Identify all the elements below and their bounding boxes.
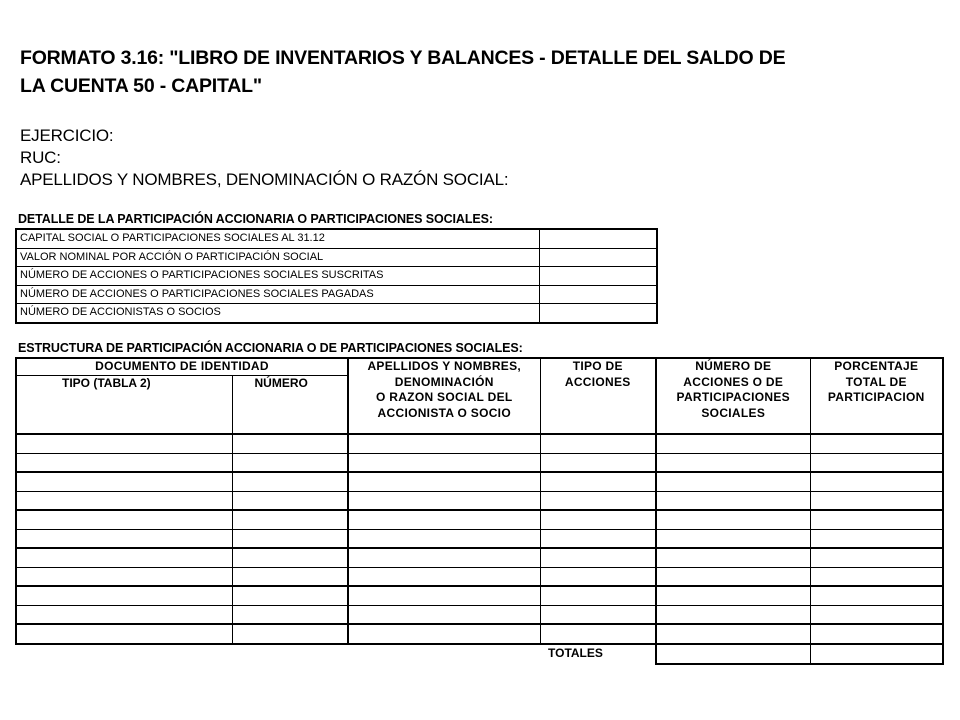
apellidos-cell[interactable] — [348, 586, 540, 605]
apellidos-cell[interactable] — [348, 510, 540, 529]
structure-heading: ESTRUCTURA DE PARTICIPACIÓN ACCIONARIA O DE PARTICIPACIONES SOCIALES: — [18, 341, 523, 355]
apellidos-header: APELLIDOS Y NOMBRES, DENOMINACIÓN O RAZON SOCIAL DEL ACCIONISTA O SOCIO — [348, 358, 540, 434]
numero-acciones-cell[interactable] — [656, 567, 810, 586]
apellidos-cell[interactable] — [348, 624, 540, 644]
tipo-cell[interactable] — [16, 472, 232, 491]
porcentaje-cell[interactable] — [810, 605, 943, 624]
apellidos-cell[interactable] — [348, 529, 540, 548]
tipo-acciones-cell[interactable] — [540, 586, 656, 605]
numero-acciones-header: NÚMERO DE ACCIONES O DE PARTICIPACIONES SOCIALES — [656, 358, 810, 434]
numero-acciones-cell[interactable] — [656, 453, 810, 472]
numero-acciones-cell[interactable] — [656, 510, 810, 529]
detail-value-cell[interactable] — [539, 304, 657, 323]
detail-value-cell[interactable] — [539, 285, 657, 304]
detail-row — [16, 229, 657, 248]
tipo-acciones-header: TIPO DE ACCIONES — [540, 358, 656, 434]
detail-row-label: VALOR NOMINAL POR ACCIÓN O PARTICIPACIÓN SOCIAL — [16, 248, 539, 267]
totals-row — [16, 644, 943, 664]
numero-acciones-cell[interactable] — [656, 472, 810, 491]
porcentaje-cell[interactable] — [810, 453, 943, 472]
blank-cell — [232, 644, 348, 664]
totales-label: TOTALES — [548, 645, 603, 660]
detail-table — [15, 228, 658, 324]
porcentaje-cell[interactable] — [810, 434, 943, 453]
table-row — [16, 548, 943, 567]
porcentaje-cell[interactable] — [810, 567, 943, 586]
tipo-acciones-cell[interactable] — [540, 434, 656, 453]
porcentaje-cell[interactable] — [810, 472, 943, 491]
tipo-acciones-cell[interactable] — [540, 567, 656, 586]
tipo-cell[interactable] — [16, 567, 232, 586]
numero-acciones-cell[interactable] — [656, 548, 810, 567]
detail-row-label: NÚMERO DE ACCIONISTAS O SOCIOS — [16, 304, 539, 323]
tipo-header: TIPO (TABLA 2) — [16, 376, 232, 435]
numero-acciones-cell[interactable] — [656, 586, 810, 605]
porcentaje-cell[interactable] — [810, 529, 943, 548]
numero-cell[interactable] — [232, 624, 348, 644]
form-title — [20, 44, 820, 100]
detail-value-cell[interactable] — [539, 229, 657, 248]
tipo-cell[interactable] — [16, 605, 232, 624]
razon-social-label: APELLIDOS Y NOMBRES, DENOMINACIÓN O RAZÓN SOCIAL: — [20, 170, 509, 189]
detail-row — [16, 285, 657, 304]
detail-row — [16, 248, 657, 267]
table-row — [16, 472, 943, 491]
structure-header-row — [16, 358, 943, 376]
porcentaje-cell[interactable] — [810, 586, 943, 605]
tipo-cell[interactable] — [16, 491, 232, 510]
total-numero-acciones-cell[interactable] — [656, 644, 810, 664]
numero-cell[interactable] — [232, 453, 348, 472]
tipo-acciones-cell[interactable] — [540, 472, 656, 491]
numero-cell[interactable] — [232, 510, 348, 529]
table-row — [16, 605, 943, 624]
porcentaje-cell[interactable] — [810, 510, 943, 529]
numero-cell[interactable] — [232, 586, 348, 605]
apellidos-cell[interactable] — [348, 548, 540, 567]
form-title-line-2: LA CUENTA 50 - CAPITAL" — [20, 75, 262, 97]
detail-row-label: NÚMERO DE ACCIONES O PARTICIPACIONES SOCIALES SUSCRITAS — [16, 267, 539, 286]
table-row — [16, 491, 943, 510]
numero-acciones-cell[interactable] — [656, 624, 810, 644]
numero-cell[interactable] — [232, 434, 348, 453]
numero-cell[interactable] — [232, 472, 348, 491]
blank-cell — [348, 644, 540, 664]
tipo-cell[interactable] — [16, 453, 232, 472]
numero-acciones-cell[interactable] — [656, 605, 810, 624]
apellidos-cell[interactable] — [348, 434, 540, 453]
numero-acciones-cell[interactable] — [656, 491, 810, 510]
form-title-line-1: FORMATO 3.16: "LIBRO DE INVENTARIOS Y BALANCES - DETALLE DEL SALDO DE — [20, 47, 786, 69]
table-row — [16, 529, 943, 548]
doc-identidad-header: DOCUMENTO DE IDENTIDAD — [16, 358, 348, 376]
tipo-acciones-cell[interactable] — [540, 510, 656, 529]
table-row — [16, 510, 943, 529]
detail-row — [16, 267, 657, 286]
tipo-acciones-cell[interactable] — [540, 605, 656, 624]
tipo-cell[interactable] — [16, 510, 232, 529]
detail-row-label: CAPITAL SOCIAL O PARTICIPACIONES SOCIALES AL 31.12 — [16, 229, 539, 248]
table-row — [16, 624, 943, 644]
tipo-cell[interactable] — [16, 434, 232, 453]
table-row — [16, 567, 943, 586]
table-row — [16, 453, 943, 472]
table-row — [16, 586, 943, 605]
tipo-cell[interactable] — [16, 624, 232, 644]
tipo-acciones-cell[interactable] — [540, 453, 656, 472]
detail-row — [16, 304, 657, 323]
numero-cell[interactable] — [232, 491, 348, 510]
numero-cell[interactable] — [232, 548, 348, 567]
numero-cell[interactable] — [232, 529, 348, 548]
numero-cell[interactable] — [232, 605, 348, 624]
tipo-cell[interactable] — [16, 548, 232, 567]
ejercicio-label: EJERCICIO: — [20, 126, 114, 145]
numero-cell[interactable] — [232, 567, 348, 586]
porcentaje-header: PORCENTAJE TOTAL DE PARTICIPACION — [810, 358, 943, 434]
detail-heading: DETALLE DE LA PARTICIPACIÓN ACCIONARIA O PARTICIPACIONES SOCIALES: — [18, 212, 493, 226]
tipo-cell[interactable] — [16, 586, 232, 605]
table-row — [16, 434, 943, 453]
blank-cell — [16, 644, 232, 664]
tipo-cell[interactable] — [16, 529, 232, 548]
detail-value-cell[interactable] — [539, 267, 657, 286]
porcentaje-cell[interactable] — [810, 548, 943, 567]
tipo-acciones-cell[interactable] — [540, 548, 656, 567]
porcentaje-cell[interactable] — [810, 624, 943, 644]
apellidos-cell[interactable] — [348, 472, 540, 491]
porcentaje-cell[interactable] — [810, 491, 943, 510]
apellidos-cell[interactable] — [348, 453, 540, 472]
numero-acciones-cell[interactable] — [656, 434, 810, 453]
numero-header: NÚMERO — [232, 376, 348, 435]
numero-acciones-cell[interactable] — [656, 529, 810, 548]
detail-value-cell[interactable] — [539, 248, 657, 267]
tipo-acciones-cell[interactable] — [540, 491, 656, 510]
detail-row-label: NÚMERO DE ACCIONES O PARTICIPACIONES SOCIALES PAGADAS — [16, 285, 539, 304]
structure-table — [15, 357, 944, 665]
total-porcentaje-cell[interactable] — [810, 644, 943, 664]
apellidos-cell[interactable] — [348, 491, 540, 510]
ruc-label: RUC: — [20, 148, 61, 167]
tipo-acciones-cell[interactable] — [540, 529, 656, 548]
apellidos-cell[interactable] — [348, 605, 540, 624]
apellidos-cell[interactable] — [348, 567, 540, 586]
tipo-acciones-cell[interactable] — [540, 624, 656, 644]
